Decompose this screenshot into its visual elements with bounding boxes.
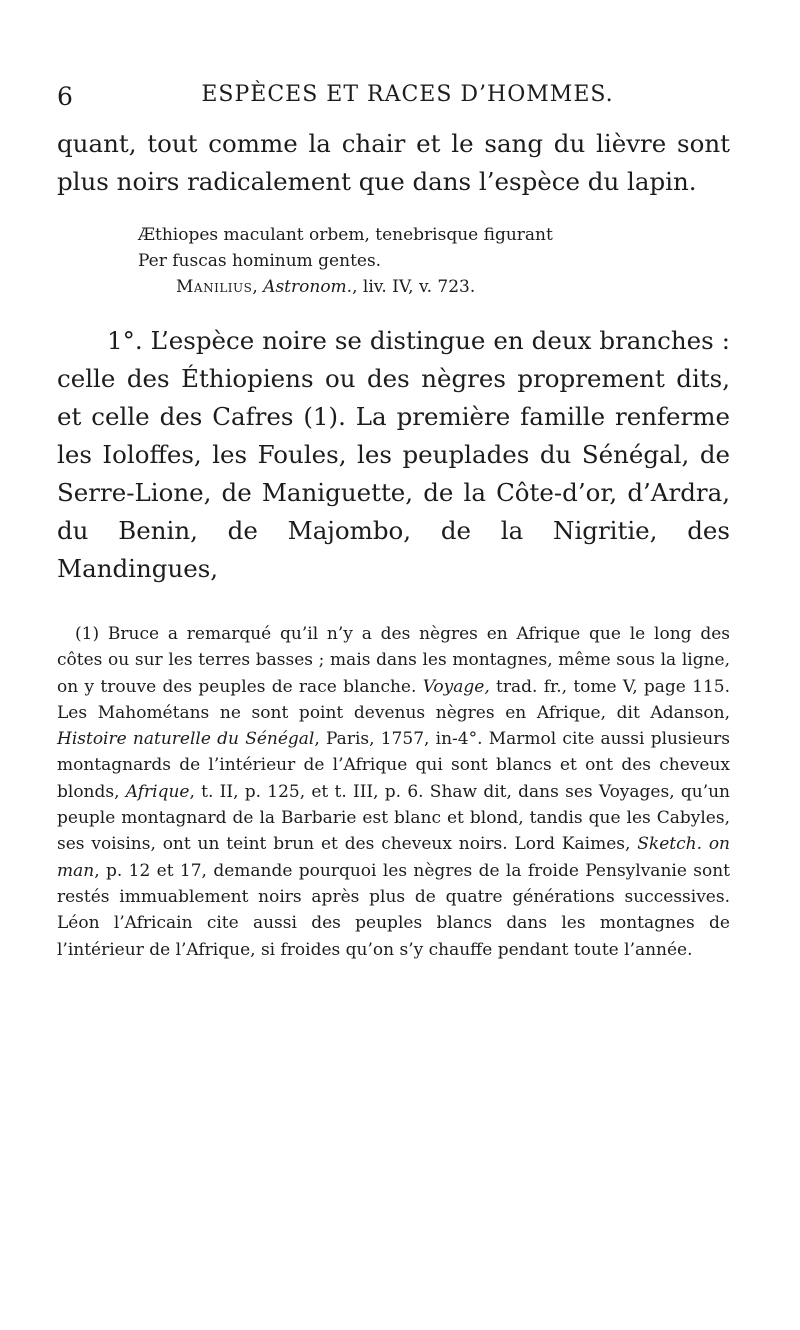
epigraph-citation [138, 274, 730, 300]
epigraph-reference: , liv. IV, v. 723. [352, 277, 476, 297]
main-paragraph-text: 1°. L’espèce noire se distingue en deux branches : celle des Éthiopiens ou des nègres proprement dits, et celle des Cafres (1). La première famille renferme les Ioloffes, les Foules, les peuplades du Sénégal, de Serre-Lione, de Maniguette, de la Côte-d’or, d’Ardra, du Benin, de Majombo, de la Nigritie, des Mandingues, [57, 326, 730, 583]
footnote-part-4: , t. II, p. 125, et t. III, p. 6. Shaw dit, dans ses Voyages, qu’un peuple montagnard de la Barbarie est blanc et blond, tandis que les Cabyles, ses voisins, ont un teint brun et des cheveux noirs. Lord Kaimes, [57, 781, 730, 855]
footnote-part-3: , Paris, 1757, in-4°. Marmol cite aussi plusieurs montagnards de l’intérieur de l’Afrique qui sont blancs et ont des cheveux blonds, [57, 729, 730, 802]
epigraph-separator: , [252, 277, 264, 297]
footnote-italic-4: Sketch. on man [57, 834, 730, 881]
footnote [57, 621, 730, 963]
footnote-italic-2: Histoire naturelle du Sénégal [57, 729, 315, 750]
epigraph-line-2: Per fuscas hominum gentes. [138, 251, 382, 271]
footnote-part-1: (1) Bruce a remarqué qu’il n’y a des nègres en Afrique que le long des côtes ou sur les terres basses ; mais dans les montagnes, même sous la ligne, on y trouve des peuples de race blanche. [57, 624, 730, 697]
footnote-part-2: trad. fr., tome V, page 115. Les Mahométans ne sont point devenus nègres en Afrique, dit Adanson, [57, 676, 730, 723]
footnote-text [57, 621, 730, 963]
epigraph-line-1: Æthiopes maculant orbem, tenebrisque figurant [138, 225, 553, 245]
main-paragraph [57, 322, 730, 588]
epigraph-author: Manilius [176, 277, 253, 297]
footnote-italic-3: Afrique [125, 781, 190, 802]
continued-paragraph-text: quant, tout comme la chair et le sang du lièvre sont plus noirs radicalement que dans l’espèce du lapin. [57, 129, 730, 196]
running-title: ESPÈCES ET RACES D’HOMMES. [201, 82, 614, 107]
footnote-italic-1: Voyage, [422, 676, 490, 697]
continued-paragraph [57, 125, 730, 201]
latin-epigraph [138, 222, 730, 300]
epigraph-work: Astronom. [263, 277, 353, 297]
footnote-part-5: , p. 12 et 17, demande pourquoi les nègres de la froide Pensylvanie sont restés immuablement noirs après plus de quatre générations successives. Léon l’Africain cite aussi des peuples blancs dans les montagnes de l’intérieur de l’Afrique, si froides qu’on s’y chauffe pendant toute l’année. [57, 860, 730, 960]
page-number: 6 [57, 82, 73, 111]
page-header [57, 82, 730, 116]
